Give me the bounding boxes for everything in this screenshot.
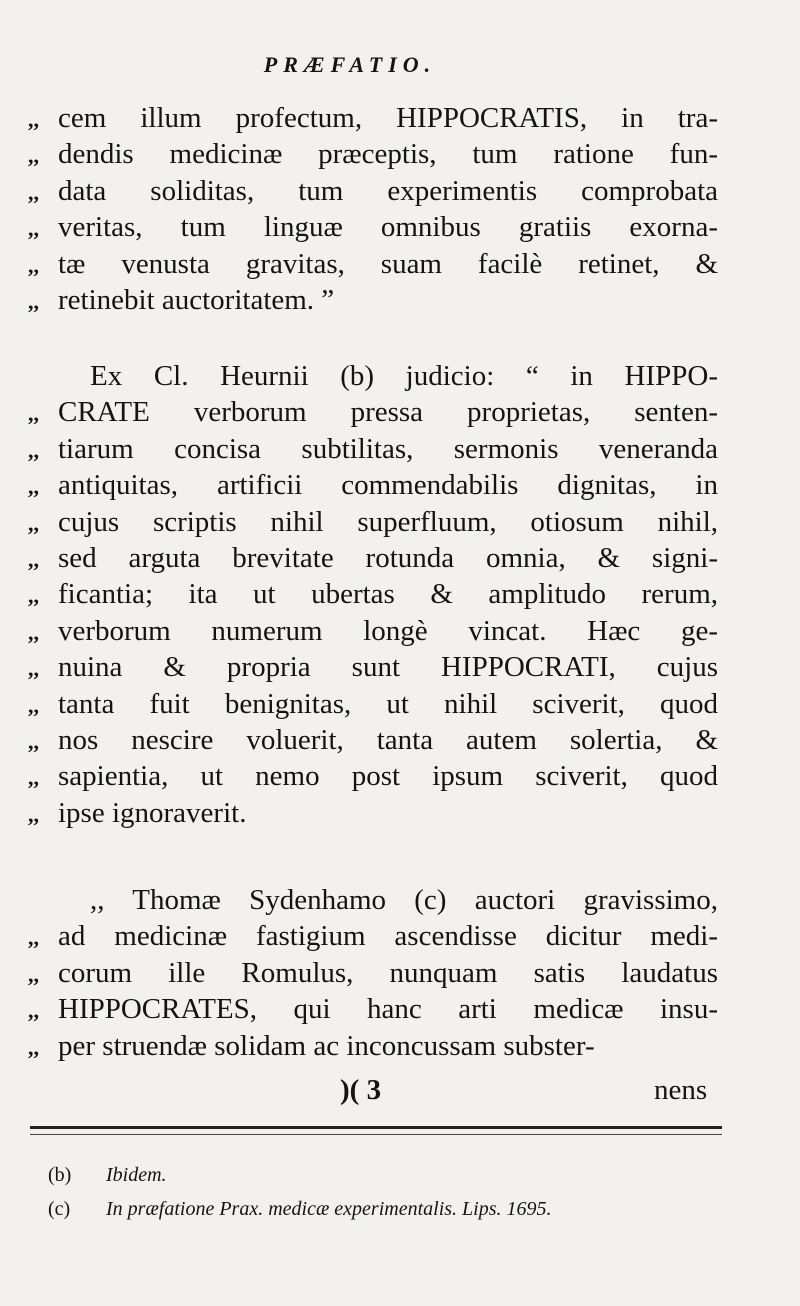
quote-mark: ,, xyxy=(28,288,39,314)
footnote-text: Ibidem. xyxy=(106,1164,167,1186)
quote-mark: ,, xyxy=(28,728,39,754)
text-line xyxy=(0,991,800,1027)
footnote-rule-thin xyxy=(30,1134,722,1135)
line-text: per struendæ solidam ac inconcussam subster- xyxy=(58,1029,595,1062)
paragraph-1 xyxy=(0,100,800,318)
quote-mark: ,, xyxy=(28,546,39,572)
line-text: ad medicinæ fastigium ascendisse dicitur medi- xyxy=(58,920,718,953)
quote-mark: ,, xyxy=(28,474,39,500)
text-line xyxy=(0,431,800,467)
text-line xyxy=(0,1028,800,1064)
text-line xyxy=(0,136,800,172)
text-line xyxy=(0,173,800,209)
text-line xyxy=(0,282,800,318)
quote-mark: ,, xyxy=(28,107,39,132)
footnote-text: In præfatione Prax. medicæ experimentalis. Lips. 1695. xyxy=(106,1198,552,1220)
quote-mark: ,, xyxy=(28,998,39,1024)
text-line xyxy=(0,613,800,649)
line-text: cujus scriptis nihil superfluum, otiosum nihil, xyxy=(58,505,718,538)
text-line xyxy=(0,686,800,722)
quote-mark: ,, xyxy=(28,925,39,951)
footnote-c xyxy=(48,1192,728,1226)
line-text: dendis medicinæ præceptis, tum ratione fun- xyxy=(58,138,718,171)
text-line xyxy=(0,795,800,831)
quote-mark: ,, xyxy=(28,216,39,242)
line-text: verborum numerum longè vincat. Hæc ge- xyxy=(58,614,718,647)
signature-mark: )( 3 xyxy=(340,1074,382,1106)
text-line xyxy=(0,649,800,685)
line-text: corum ille Romulus, nunquam satis laudatus xyxy=(58,956,718,989)
text-line xyxy=(0,358,800,394)
text-line xyxy=(0,882,800,918)
quote-mark: ,, xyxy=(28,510,39,536)
quote-mark: ,, xyxy=(28,765,39,791)
line-text: data soliditas, tum experimentis comprobata xyxy=(58,174,718,207)
paragraph-2 xyxy=(0,358,800,831)
running-head: PRÆFATIO. xyxy=(263,52,437,77)
line-text: cem illum profectum, HIPPOCRATIS, in tra- xyxy=(58,102,718,134)
line-text: ficantia; ita ut ubertas & amplitudo rerum, xyxy=(58,578,718,611)
line-text: tanta fuit benignitas, ut nihil sciverit, quod xyxy=(58,687,718,720)
line-text: tæ venusta gravitas, suam facilè retinet, & xyxy=(58,247,718,280)
footnote-mark: (c) xyxy=(48,1198,71,1220)
quote-mark: ,, xyxy=(28,143,39,169)
quote-mark: ,, xyxy=(28,1034,39,1060)
line-text: sapientia, ut nemo post ipsum sciverit, quod xyxy=(58,760,718,793)
line-text: veritas, tum linguæ omnibus gratiis exorna- xyxy=(58,211,718,244)
text-line xyxy=(0,504,800,540)
text-line xyxy=(0,540,800,576)
text-line xyxy=(0,722,800,758)
text-line xyxy=(0,246,800,282)
line-text: retinebit auctoritatem. ” xyxy=(58,283,335,316)
line-text: antiquitas, artificii commendabilis dignitas, in xyxy=(58,469,718,502)
footnotes xyxy=(48,1158,728,1226)
catchword: nens xyxy=(654,1074,708,1106)
quote-mark: ,, xyxy=(28,656,39,682)
page-foot-line xyxy=(0,1074,800,1114)
quote-mark: ,, xyxy=(28,401,39,427)
footnote-mark: (b) xyxy=(48,1164,72,1186)
line-text: ,, Thomæ Sydenhamo (c) auctori gravissimo, xyxy=(90,884,718,916)
text-line xyxy=(0,394,800,430)
text-line xyxy=(0,918,800,954)
text-line xyxy=(0,209,800,245)
quote-mark: ,, xyxy=(28,583,39,609)
line-text: ipse ignoraverit. xyxy=(58,796,247,829)
line-text: Ex Cl. Heurnii (b) judicio: “ in HIPPO- xyxy=(90,360,718,392)
text-line xyxy=(0,758,800,794)
footnote-b xyxy=(48,1158,728,1192)
paragraph-3 xyxy=(0,882,800,1064)
text-line xyxy=(0,576,800,612)
quote-mark: ,, xyxy=(28,252,39,278)
footnote-rule xyxy=(30,1126,722,1129)
text-line xyxy=(0,955,800,991)
line-text: HIPPOCRATES, qui hanc arti medicæ insu- xyxy=(58,993,718,1026)
quote-mark: ,, xyxy=(28,961,39,987)
quote-mark: ,, xyxy=(28,179,39,205)
quote-mark: ,, xyxy=(28,801,39,827)
text-line xyxy=(0,467,800,503)
line-text: nuina & propria sunt HIPPOCRATI, cujus xyxy=(58,651,718,684)
line-text: nos nescire voluerit, tanta autem solertia, & xyxy=(58,723,718,756)
quote-mark: ,, xyxy=(28,692,39,718)
line-text: tiarum concisa subtilitas, sermonis veneranda xyxy=(58,432,718,465)
quote-mark: ,, xyxy=(28,437,39,463)
line-text: sed arguta brevitate rotunda omnia, & signi- xyxy=(58,541,718,574)
line-text: CRATE verborum pressa proprietas, senten- xyxy=(58,396,718,429)
quote-mark: ,, xyxy=(28,619,39,645)
text-line xyxy=(0,100,800,136)
